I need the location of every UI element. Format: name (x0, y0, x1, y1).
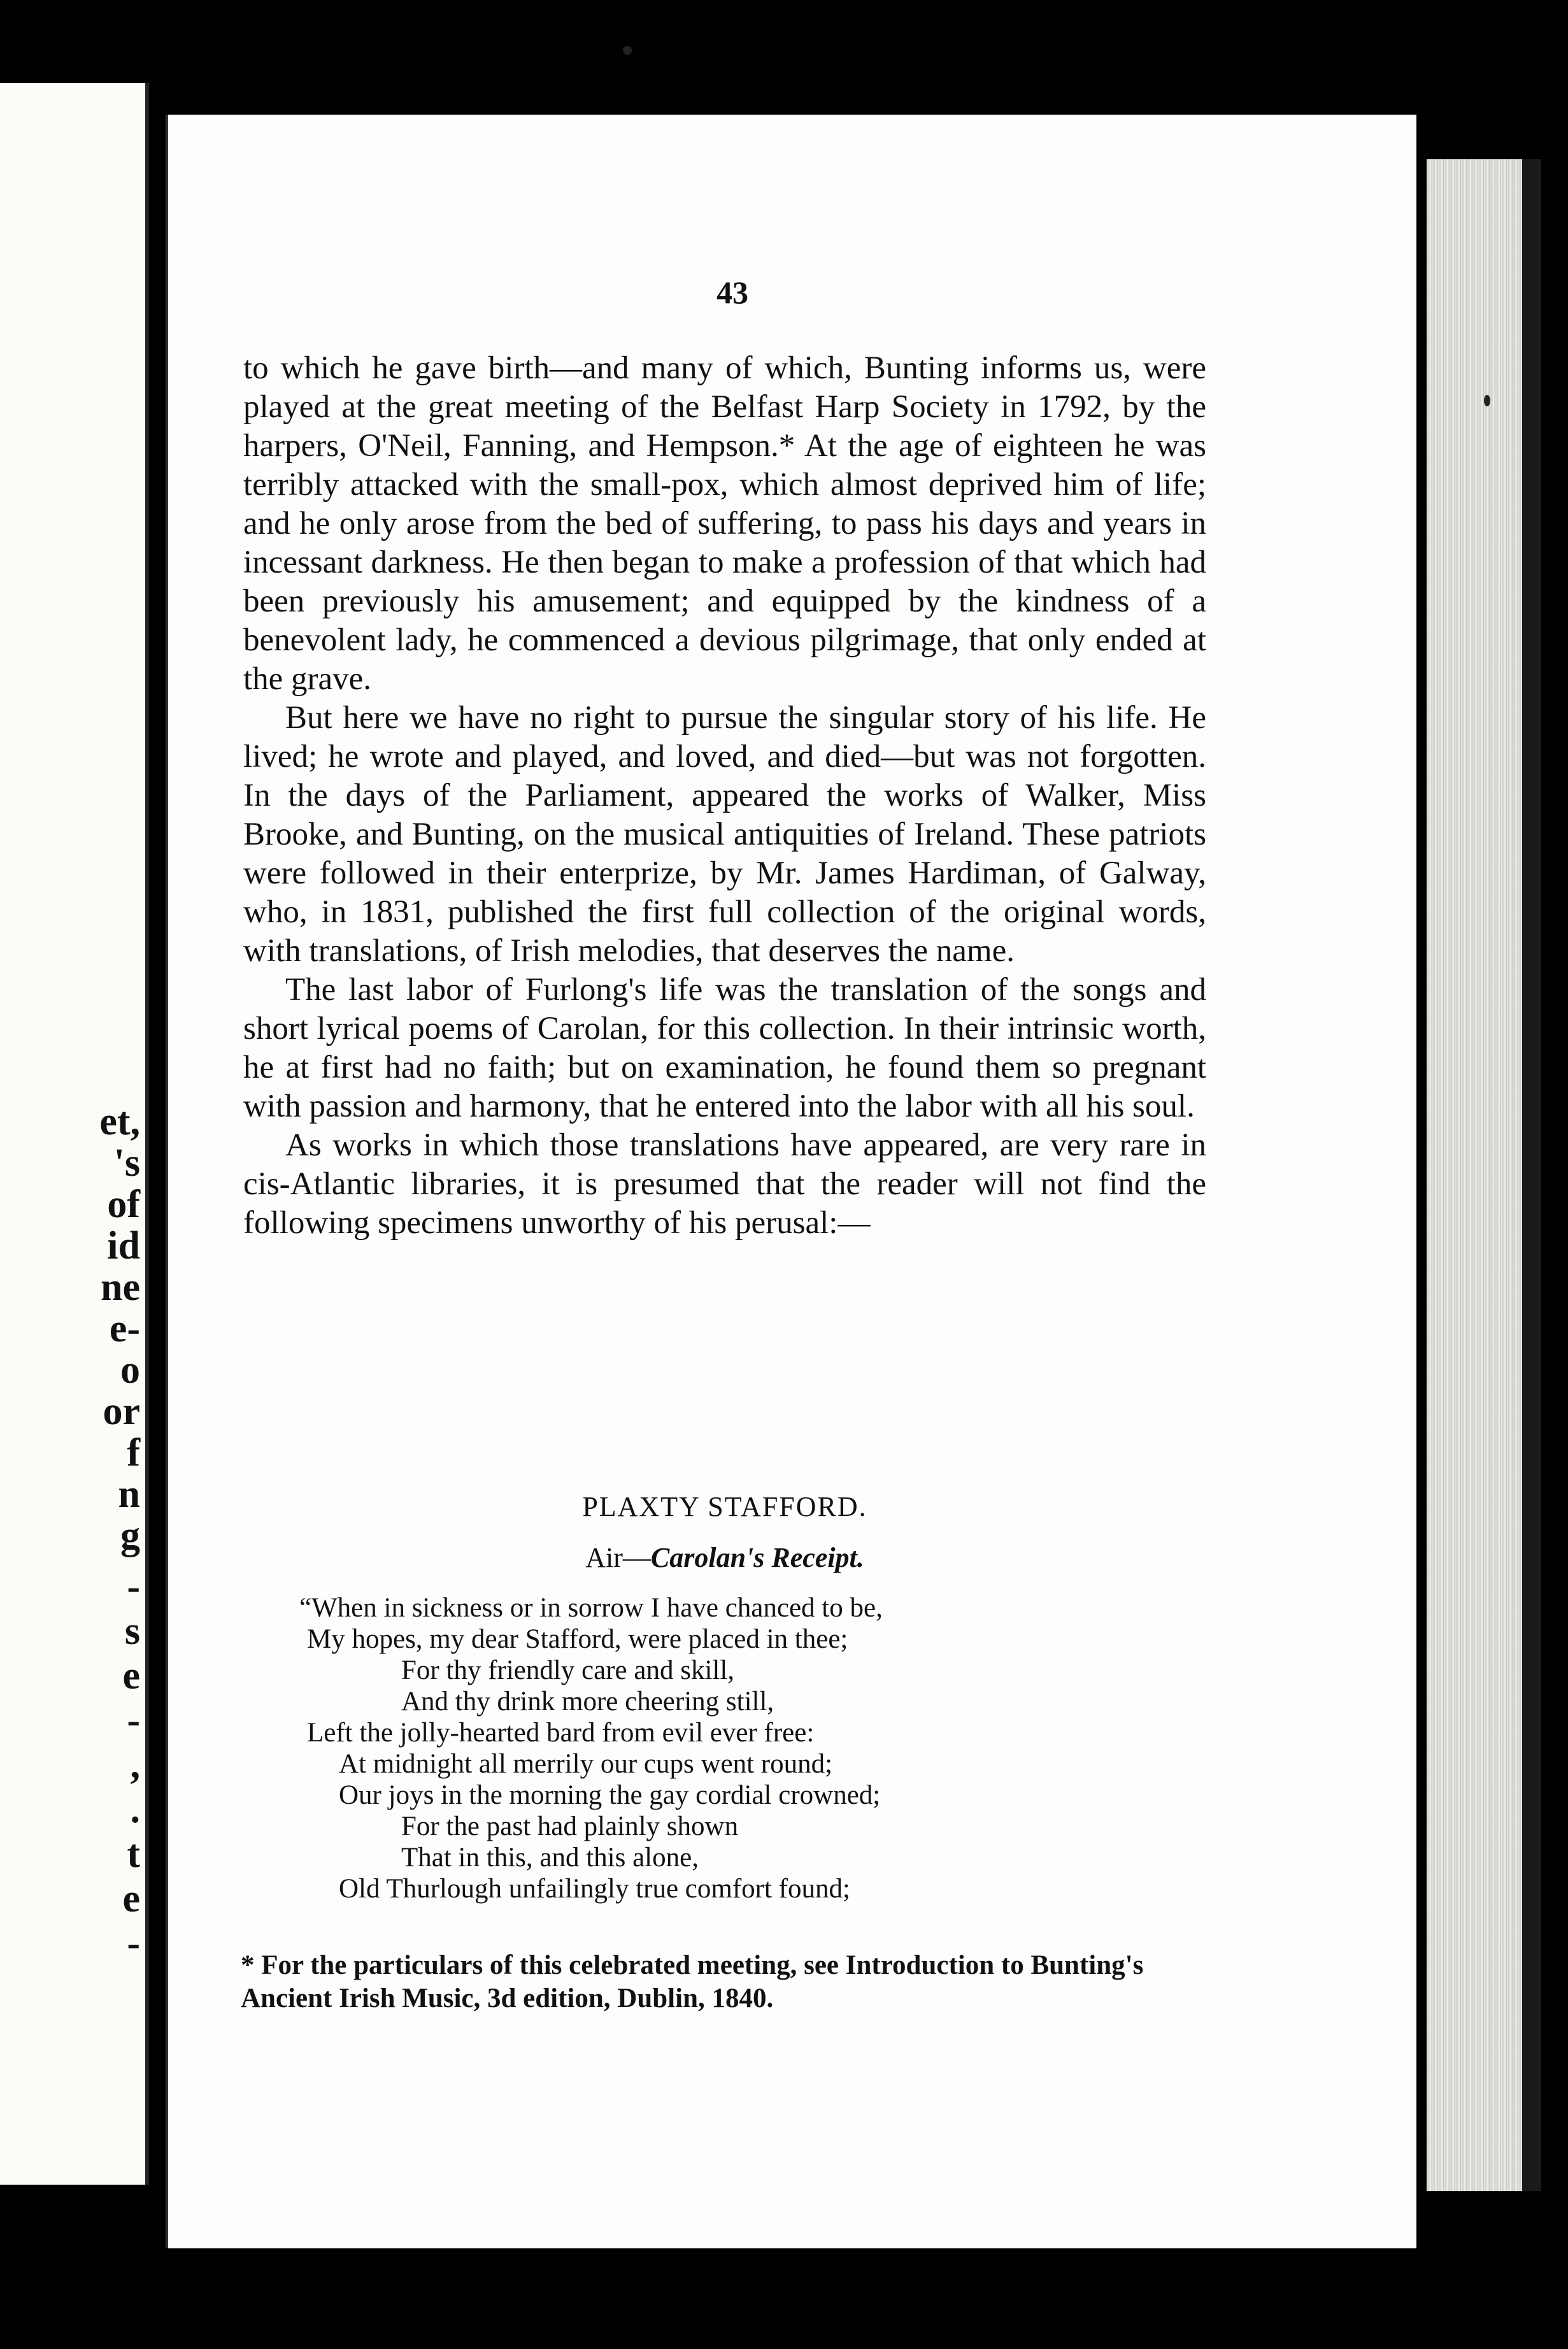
left-fragment: f (127, 1431, 140, 1474)
poem-line: My hopes, my dear Stafford, were placed in thee; (307, 1624, 848, 1654)
left-page-edge (0, 83, 149, 2185)
poem-line: That in this, and this alone, (401, 1843, 699, 1873)
left-fragment: - (127, 1565, 140, 1608)
poem-line: Our joys in the morning the gay cordial crowned; (339, 1780, 881, 1810)
ink-speck (623, 46, 632, 55)
ink-speck (1484, 395, 1490, 406)
left-fragment: 's (113, 1141, 140, 1185)
page-number: 43 (716, 275, 748, 310)
left-fragment: n (118, 1473, 140, 1516)
poem-line: For thy friendly care and skill, (401, 1655, 735, 1685)
poem-line: Left the jolly-hearted bard from evil ever free: (307, 1718, 815, 1748)
left-fragment: t (127, 1832, 140, 1876)
poem-line: Old Thurlough unfailingly true comfort found; (339, 1874, 850, 1904)
air-name: Carolan's Receipt. (650, 1542, 864, 1573)
body-text (243, 349, 1206, 1243)
left-fragment: o (120, 1348, 140, 1392)
paragraph: The last labor of Furlong's life was the translation of the songs and short lyrical poems of Carolan, for this collection. In their intrinsic worth, he at first had no faith; but on examination, he found them so pregnant with passion and harmony, that he entered into the labor with all his soul. (243, 972, 1206, 1124)
left-fragment: - (127, 1699, 140, 1742)
left-fragment: , (130, 1743, 140, 1787)
left-fragment: et, (99, 1100, 140, 1143)
footnote: * For the particulars of this celebrated meeting, see Introduction to Bunting's Ancient Irish Music, 3d edition, Dublin, 1840. (241, 1950, 1144, 2013)
left-fragment: e (122, 1654, 140, 1697)
left-fragment: id (107, 1224, 140, 1267)
left-fragment: ne (101, 1266, 140, 1309)
page-block-edge (1427, 159, 1541, 2191)
poem-verse (299, 1592, 1191, 1904)
poem-line: For the past had plainly shown (401, 1811, 739, 1841)
poem-line: And thy drink more cheering still, (401, 1687, 774, 1717)
poem-line: At midnight all merrily our cups went round; (339, 1749, 833, 1779)
left-fragment: . (130, 1788, 140, 1831)
left-fragment: e (122, 1877, 140, 1920)
air-prefix: Air— (585, 1542, 651, 1573)
left-fragment: s (124, 1610, 140, 1653)
paragraph: As works in which those translations have appeared, are very rare in cis-Atlantic libraries, it is presumed that the reader will not find the following specimens unworthy of his perusal:— (243, 1127, 1206, 1241)
poem-air (243, 1541, 1206, 1574)
poem-title: PLAXTY STAFFORD. (582, 1491, 867, 1522)
left-fragment: of (107, 1183, 140, 1226)
left-fragment: e- (109, 1307, 140, 1350)
paragraph: But here we have no right to pursue the singular story of his life. He lived; he wrote and played, and loved, and died—but was not forgotten. In the days of the Parliament, appeared the works of Walker, Miss Brooke, and Bunting, on the musical antiquities of Ireland. These patriots were followed in their enterprize, by Mr. James Hardiman, of Galway, who, in 1831, published the first full collection of the original words, with translations, of Irish melodies, that deserves the name. (243, 700, 1206, 969)
poem-line: “When in sickness or in sorrow I have chanced to be, (299, 1593, 883, 1623)
left-fragment: g (120, 1514, 140, 1557)
left-fragment: or (103, 1390, 140, 1433)
left-fragment: - (127, 1922, 140, 1965)
paragraph: to which he gave birth—and many of which, Bunting informs us, were played at the great meeting of the Belfast Harp Society in 1792, by the harpers, O'Neil, Fanning, and Hempson.* At the age of eighteen he was terribly attacked with the small-pox, which almost deprived him of life; and he only arose from the bed of suffering, to pass his days and years in incessant darkness. He then began to make a profession of that which had been previously his amusement; and equipped by the kindness of a benevolent lady, he commenced a devious pilgrimage, that only ended at the grave. (243, 350, 1206, 697)
